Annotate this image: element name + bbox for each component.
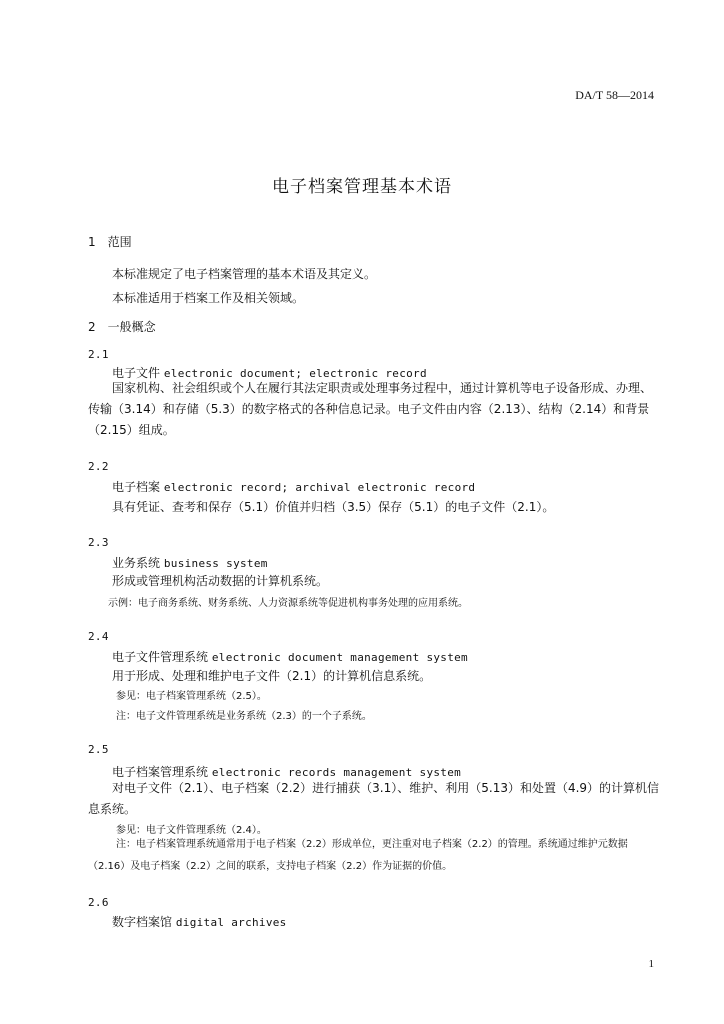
term-en: electronic document; electronic record <box>163 367 427 380</box>
definition: 用于形成、处理和维护电子文件（2.1）的计算机信息系统。 <box>112 669 432 683</box>
term-en: business system <box>163 557 268 570</box>
entry-number: 2.2 <box>88 460 109 473</box>
definition: 具有凭证、查考和保存（5.1）价值并归档（3.5）保存（5.1）的电子文件（2.1）。 <box>112 500 555 514</box>
see-also: 参见：电子档案管理系统（2.5）。 <box>116 691 267 702</box>
entry-number: 2.3 <box>88 536 109 549</box>
term-line <box>112 648 468 665</box>
entry-number: 2.4 <box>88 630 109 643</box>
entry-number: 2.5 <box>88 743 109 756</box>
definition: 形成或管理机构活动数据的计算机系统。 <box>112 574 329 588</box>
term-cn: 电子档案 <box>112 480 161 494</box>
entry-number: 2.1 <box>88 348 109 361</box>
term-cn: 电子档案管理系统 <box>112 765 209 779</box>
term-en: digital archives <box>175 916 287 929</box>
term-cn: 电子文件 <box>112 366 161 380</box>
paragraph: 本标准规定了电子档案管理的基本术语及其定义。 <box>112 267 377 281</box>
example: 示例：电子商务系统、财务系统、人力资源系统等促进机构事务处理的应用系统。 <box>108 598 468 609</box>
note: 注：电子档案管理系统通常用于电子档案（2.2）形成单位，更注重对电子档案（2.2）的管理。系统通过维护元数据（2.16）及电子档案（2.2）之间的联系，支持电子档案（2.2）作为证据的价值。 <box>88 839 628 872</box>
entry-number: 2.6 <box>88 896 109 909</box>
term-line <box>112 478 475 495</box>
standard-number: DA/T 58—2014 <box>575 88 654 102</box>
section-heading: 2 一般概念 <box>88 320 156 334</box>
paragraph: 本标准适用于档案工作及相关领域。 <box>112 291 305 305</box>
term-line <box>112 554 268 571</box>
section-heading: 1 范围 <box>88 235 132 249</box>
term-en: electronic records management system <box>211 766 462 779</box>
term-en: electronic document management system <box>211 651 468 664</box>
note: 注：电子文件管理系统是业务系统（2.3）的一个子系统。 <box>116 711 372 722</box>
term-en: electronic record; archival electronic record <box>163 481 476 494</box>
definition: 对电子文件（2.1）、电子档案（2.2）进行捕获（3.1）、维护、利用（5.13）和处置（4.9）的计算机信息系统。 <box>88 781 660 816</box>
see-also: 参见：电子文件管理系统（2.4）。 <box>116 825 267 836</box>
page-number: 1 <box>648 958 654 970</box>
term-line <box>112 913 287 930</box>
term-cn: 数字档案馆 <box>112 915 173 929</box>
term-cn: 电子文件管理系统 <box>112 650 209 664</box>
document-title: 电子档案管理基本术语 <box>272 177 452 197</box>
definition: 国家机构、社会组织或个人在履行其法定职责或处理事务过程中，通过计算机等电子设备形成、办理、传输（3.14）和存储（5.3）的数字格式的各种信息记录。电子文件由内容（2.13）、结构（2.14）和背景（2.15）组成。 <box>88 381 653 437</box>
term-cn: 业务系统 <box>112 556 161 570</box>
